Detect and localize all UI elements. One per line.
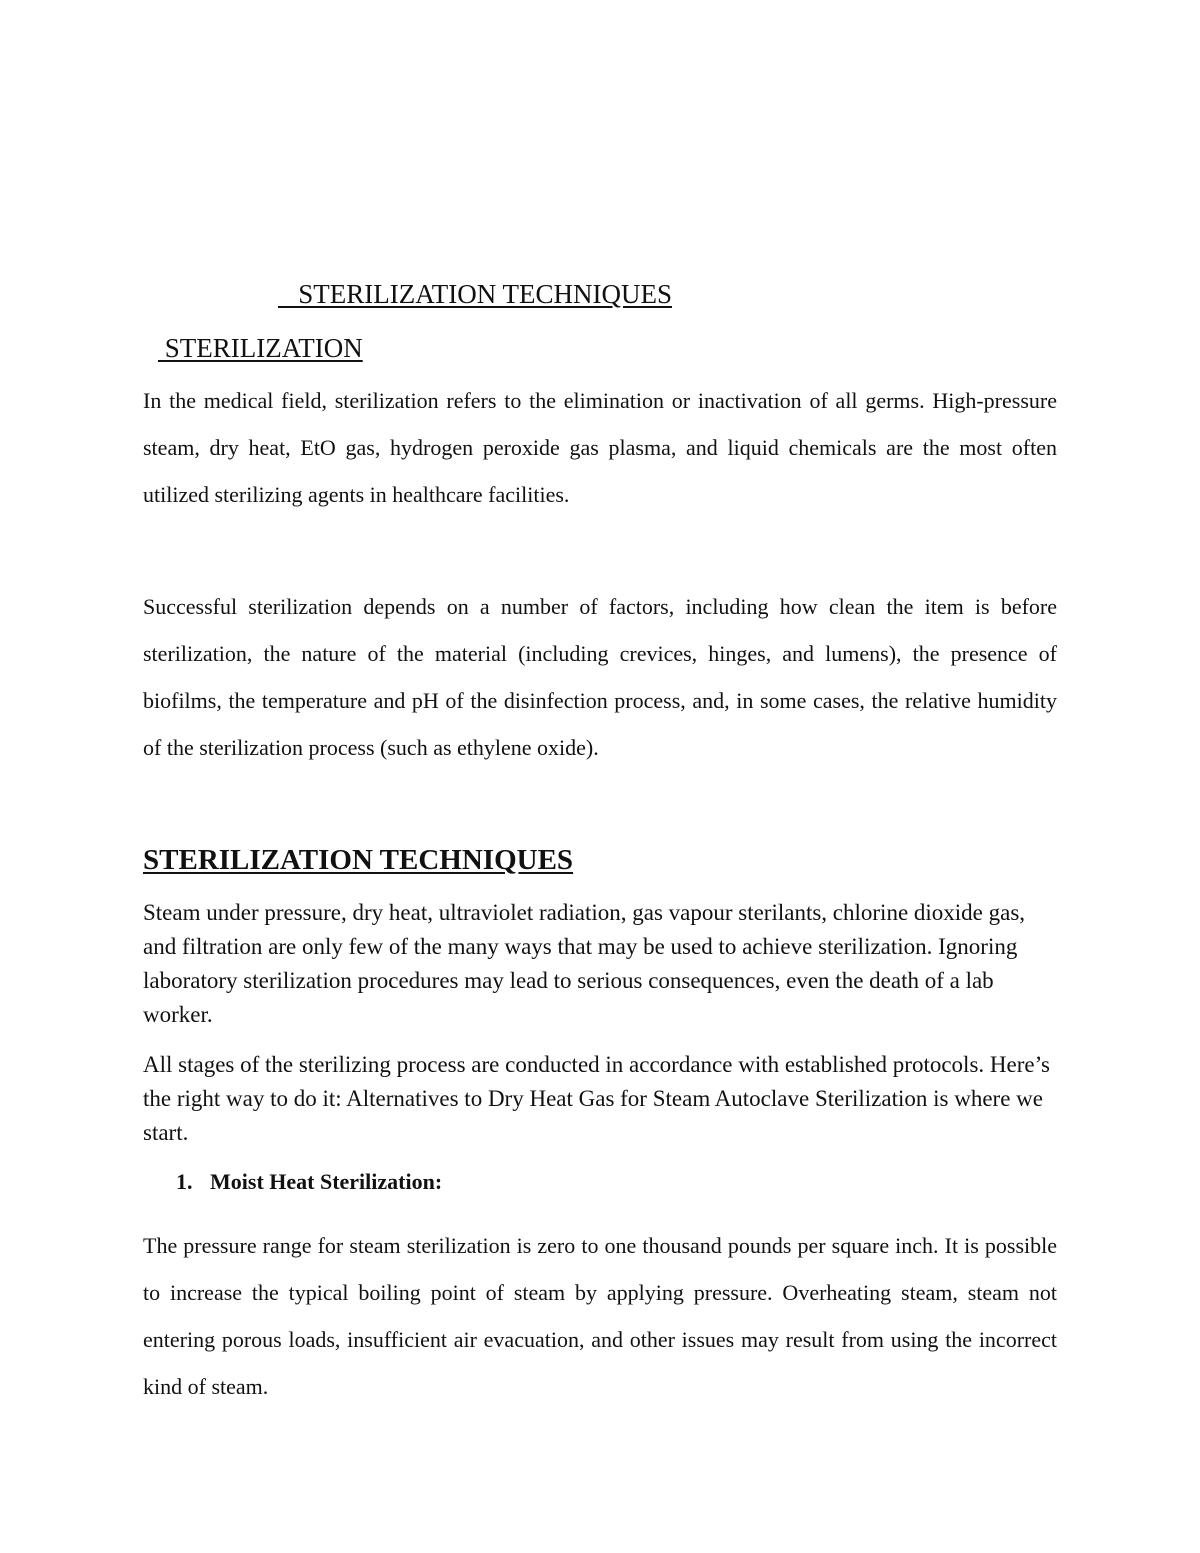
list-item <box>176 1162 442 1202</box>
techniques-paragraph-protocols: All stages of the sterilizing process are conducted in accordance with established protocols. Here’s the right way to do it: Alternatives to Dry Heat Gas for Steam Autoclave Sterilization is where we start. <box>143 1052 1050 1145</box>
list-item-number: 1. <box>176 1169 193 1194</box>
intro-paragraph-definition: In the medical field, sterilization refers to the elimination or inactivation of all germs. High-pressure steam, dry heat, EtO gas, hydrogen peroxide gas plasma, and liquid chemicals are the most often utilized sterilizing agents in healthcare facilities. <box>143 388 1057 507</box>
techniques-paragraph-methods: Steam under pressure, dry heat, ultraviolet radiation, gas vapour sterilants, chlorine dioxide gas, and filtration are only few of the many ways that may be used to achieve sterilization. Ignoring laboratory sterilization procedures may lead to serious consequences, even the death of a lab worker. <box>143 900 1026 1027</box>
intro-paragraph-factors: Successful sterilization depends on a number of factors, including how clean the item is before sterilization, the nature of the material (including crevices, hinges, and lumens), the presence of biofilms, the temperature and pH of the disinfection process, and, in some cases, the relative humidity of the sterilization process (such as ethylene oxide). <box>143 594 1057 760</box>
list-item-label: Moist Heat Sterilization: <box>210 1169 443 1194</box>
document-title: STERILIZATION TECHNIQUES <box>278 279 672 309</box>
moist-heat-paragraph: The pressure range for steam sterilization is zero to one thousand pounds per square inch. It is possible to increase the typical boiling point of steam by applying pressure. Overheating steam, steam not entering porous loads, insufficient air evacuation, and other issues may result from using the incorrect kind of steam. <box>143 1233 1057 1399</box>
sterilization-heading: STERILIZATION <box>158 333 363 363</box>
techniques-section-heading: STERILIZATION TECHNIQUES <box>143 844 574 876</box>
